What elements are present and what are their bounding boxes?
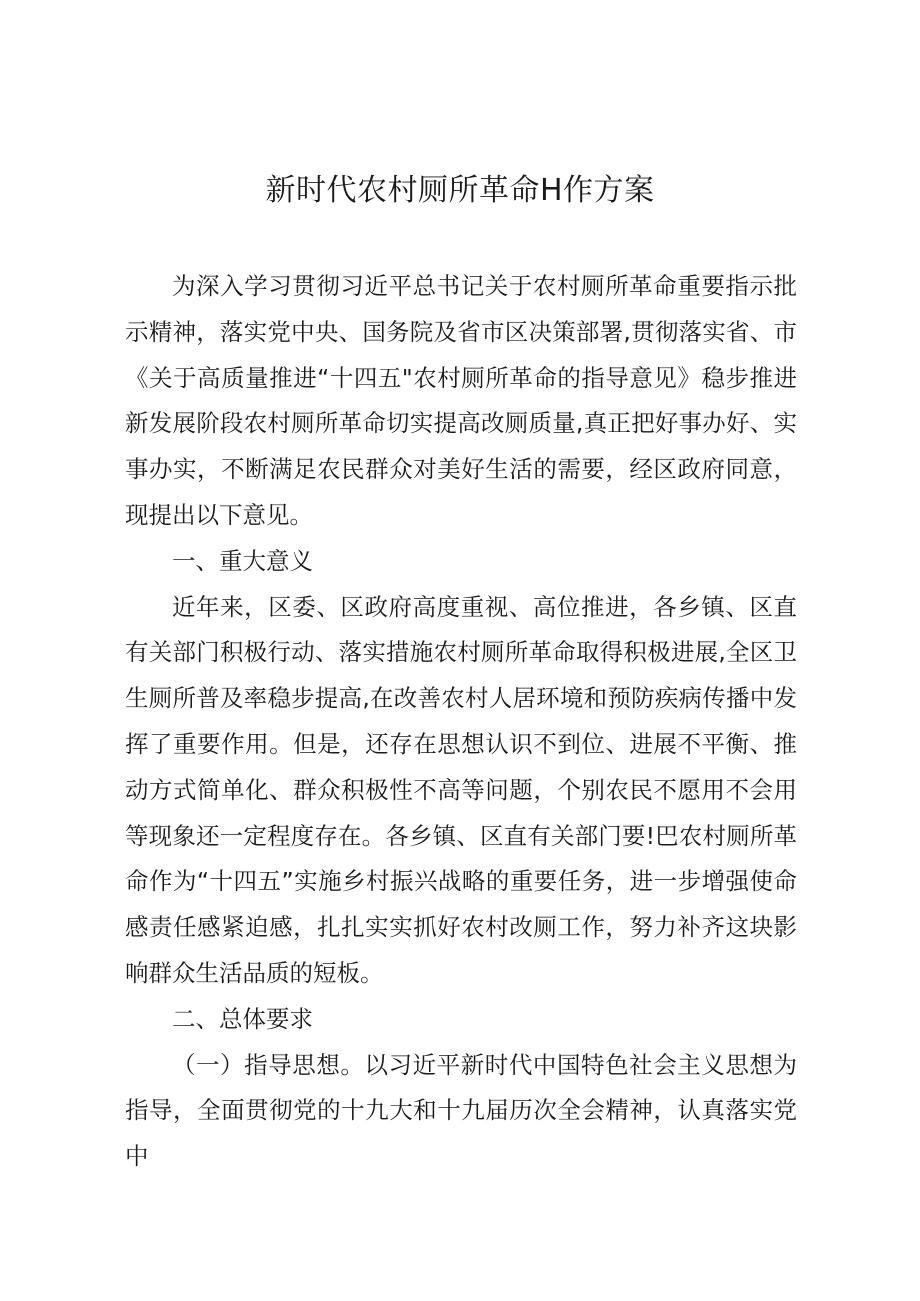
document-body xyxy=(125,264,797,1180)
paragraph-significance: 近年来，区委、区政府高度重视、高位推进，各乡镇、区直有关部门积极行动、落实措施农村厕所革命取得积极进展,全区卫生厕所普及率稳步提高,在改善农村人居环境和预防疾病传播中发挥了重要作用。但是，还存在思想认识不到位、进展不平衡、推动方式简单化、群众积极性不高等问题，个别农民不愿用不会用等现象还一定程度存在。各乡镇、区直有关部门要!巴农村厕所革命作为“十四五”实施乡村振兴战略的重要任务，进一步增强使命感责任感紧迫感，扎扎实实抓好农村改厕工作，努力补齐这块影响群众生活品质的短板。 xyxy=(125,592,797,987)
section-heading-significance: 一、重大意义 xyxy=(172,546,313,575)
section-heading-requirements: 二、总体要求 xyxy=(172,1004,313,1033)
paragraph-guiding-thought: （一）指导思想。以习近平新时代中国特色社会主义思想为指导，全面贯彻党的十九大和十九届历次全会精神，认真落实党中 xyxy=(125,1050,797,1171)
paragraph-intro: 为深入学习贯彻习近平总书记关于农村厕所革命重要指示批示精神，落实党中央、国务院及省市区决策部署,贯彻落实省、市《关于高质量推进“十四五"农村厕所革命的指导意见》稳步推进新发展阶段农村厕所革命切实提高改厕质量,真正把好事办好、实事办实，不断满足农民群众对美好生活的需要，经区政府同意，现提出以下意见。 xyxy=(125,272,797,529)
document-title: 新时代农村厕所革命H作方案 xyxy=(265,173,655,208)
